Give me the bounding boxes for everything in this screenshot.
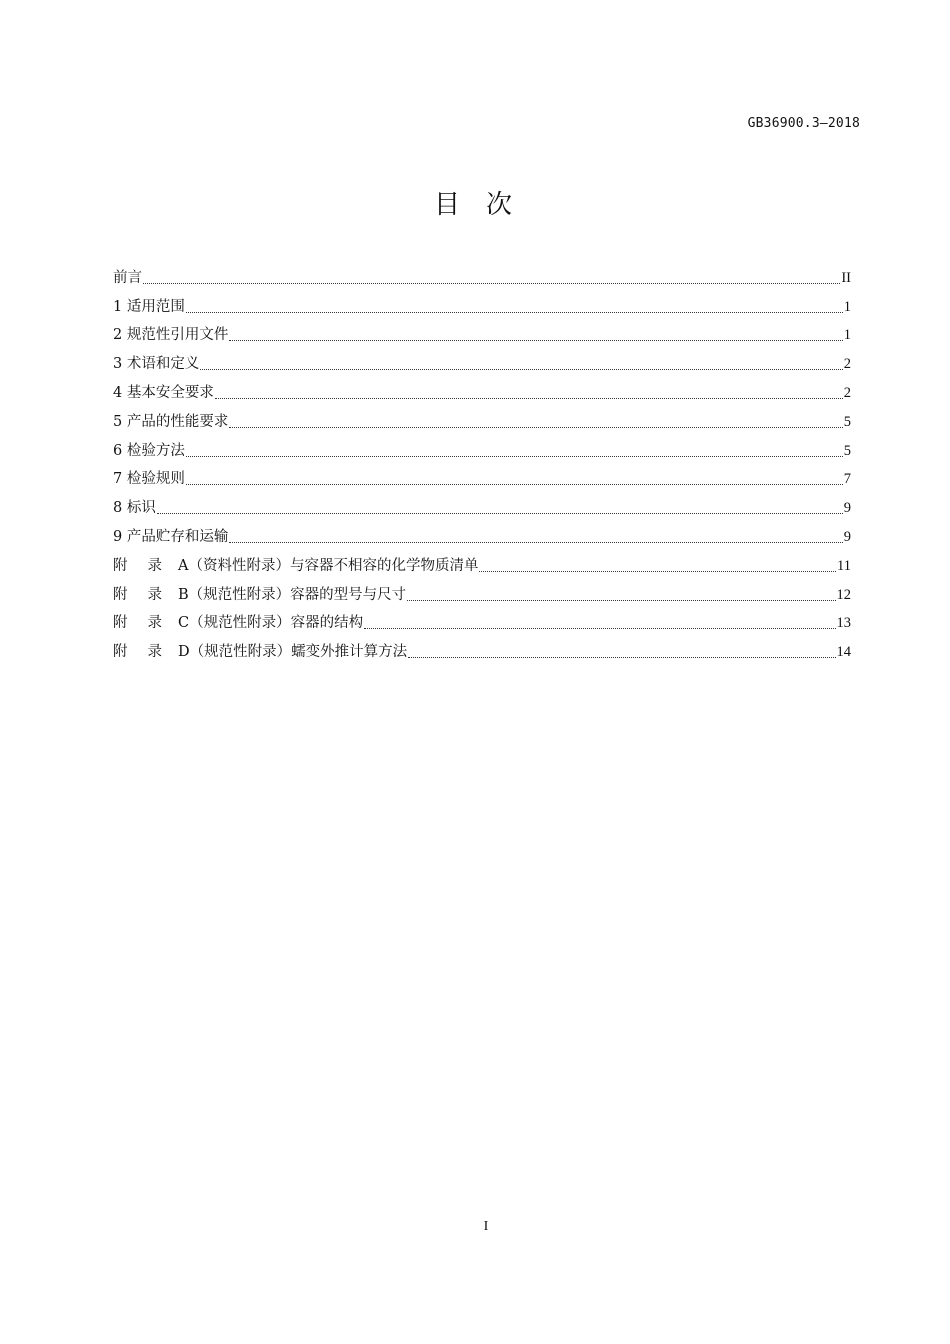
annex-title: （资料性附录）与容器不相容的化学物质清单 — [188, 557, 479, 574]
toc-entry-safety-requirements[interactable] — [113, 374, 851, 403]
dot-leader — [229, 426, 842, 428]
dot-leader — [229, 339, 842, 341]
toc-entry-test-methods[interactable] — [113, 432, 851, 461]
toc-entry-label: 2 规范性引用文件 — [113, 327, 229, 344]
toc-entry-page: 7 — [843, 471, 851, 488]
toc-title-char-2: 次 — [486, 190, 517, 220]
toc-entry-terms[interactable] — [113, 345, 851, 374]
toc-entry-label: 9 产品贮存和运输 — [113, 528, 229, 545]
annex-prefix: 附 录 B — [113, 586, 189, 603]
toc-entry-annex-c[interactable] — [113, 605, 851, 634]
toc-entry-label: 1 适用范围 — [113, 298, 185, 315]
toc-entry-performance[interactable] — [113, 403, 851, 432]
toc-entry-annex-a[interactable] — [113, 547, 851, 576]
dot-leader — [143, 282, 840, 284]
annex-prefix: 附 录 C — [113, 615, 190, 632]
annex-title: （规范性附录）容器的结构 — [189, 615, 364, 632]
toc-entry-marking[interactable] — [113, 489, 851, 518]
dot-leader — [229, 541, 842, 543]
toc-entry-page: 12 — [836, 586, 851, 603]
annex-prefix: 附 录 A — [113, 557, 189, 574]
toc-entry-scope[interactable] — [113, 288, 851, 317]
page-number: I — [483, 1219, 489, 1234]
toc-entry-page: 5 — [843, 442, 851, 459]
annex-prefix: 附 录 D — [113, 644, 190, 661]
dot-leader — [157, 512, 843, 514]
toc-entry-label — [113, 585, 406, 605]
toc-entry-label: 前言 — [113, 269, 142, 286]
dot-leader — [407, 599, 835, 601]
toc-entry-annex-b[interactable] — [113, 576, 851, 605]
dot-leader — [479, 570, 836, 572]
dot-leader — [200, 368, 842, 370]
toc-entry-inspection-rules[interactable] — [113, 461, 851, 490]
toc-entry-label: 5 产品的性能要求 — [113, 413, 229, 430]
table-of-contents — [113, 259, 851, 662]
toc-entry-page: II — [841, 269, 851, 286]
dot-leader — [186, 455, 843, 457]
annex-title: （规范性附录）蠕变外推计算方法 — [189, 644, 408, 661]
toc-entry-page: 5 — [843, 413, 851, 430]
toc-entry-label: 6 检验方法 — [113, 442, 185, 459]
toc-entry-foreword[interactable] — [113, 259, 851, 288]
toc-entry-annex-d[interactable] — [113, 633, 851, 662]
annex-title: （规范性附录）容器的型号与尺寸 — [188, 586, 407, 603]
toc-entry-page: 2 — [843, 384, 851, 401]
toc-entry-storage-transport[interactable] — [113, 518, 851, 547]
toc-entry-page: 1 — [843, 327, 851, 344]
toc-entry-label — [113, 556, 478, 576]
dot-leader — [215, 397, 843, 399]
toc-entry-label: 3 术语和定义 — [113, 356, 200, 373]
toc-title-char-1: 目 — [433, 190, 464, 220]
toc-entry-page: 9 — [843, 500, 851, 517]
toc-entry-label: 4 基本安全要求 — [113, 384, 214, 401]
toc-entry-page: 2 — [843, 356, 851, 373]
toc-entry-label: 7 检验规则 — [113, 471, 185, 488]
toc-title — [0, 184, 950, 221]
toc-entry-normative-references[interactable] — [113, 317, 851, 346]
toc-entry-page: 1 — [843, 298, 851, 315]
standard-number: GB36900.3—2018 — [747, 116, 860, 131]
dot-leader — [186, 311, 843, 313]
dot-leader — [364, 627, 835, 629]
toc-entry-label — [113, 642, 407, 662]
toc-entry-page: 9 — [843, 528, 851, 545]
toc-entry-label — [113, 613, 363, 633]
dot-leader — [186, 483, 843, 485]
toc-entry-label: 8 标识 — [113, 500, 156, 517]
toc-entry-page: 11 — [837, 557, 851, 574]
toc-entry-page: 13 — [836, 615, 851, 632]
dot-leader — [408, 656, 835, 658]
toc-entry-page: 14 — [836, 644, 851, 661]
